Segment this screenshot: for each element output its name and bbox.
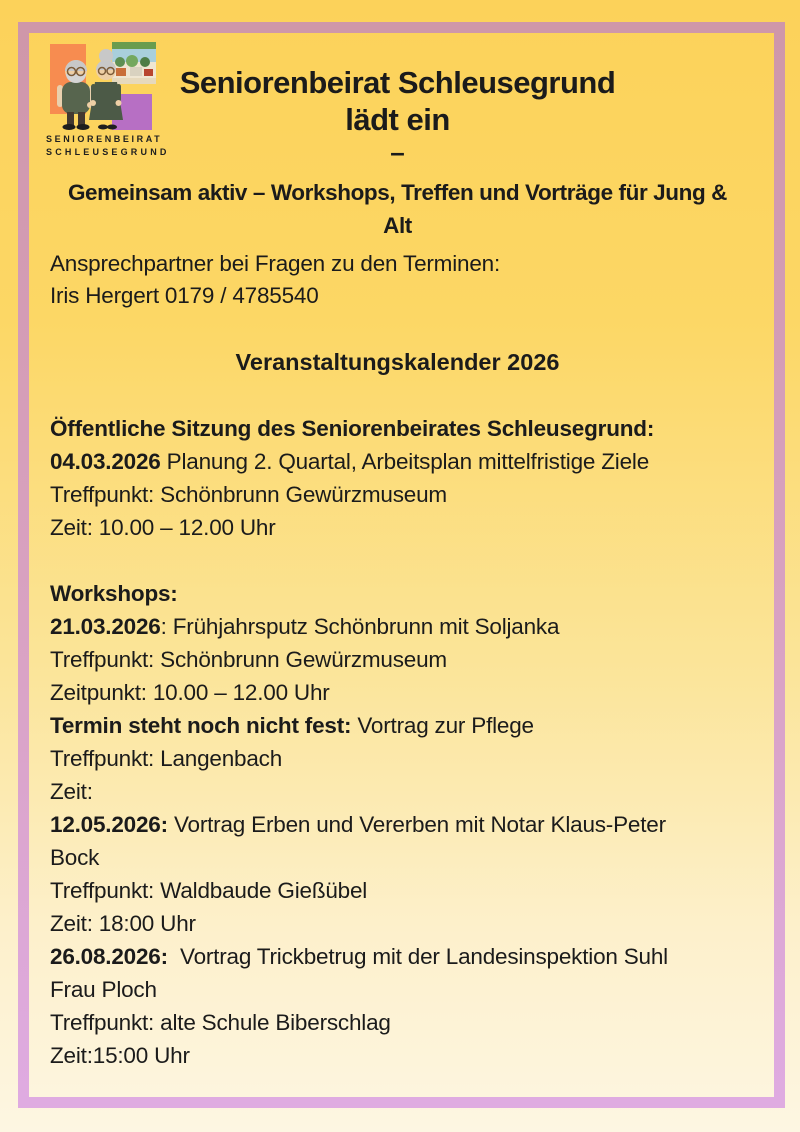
- section-heading: Öffentliche Sitzung des Seniorenbeirates Schleusegrund:: [50, 416, 655, 441]
- event-line: Treffpunkt: Schönbrunn Gewürzmuseum: [50, 647, 447, 672]
- blank-line: [50, 544, 745, 577]
- event-line: Treffpunkt: alte Schule Biberschlag: [50, 1010, 391, 1035]
- event-line: 04.03.2026 Planung 2. Quartal, Arbeitsplan mittelfristige Ziele: [50, 449, 650, 474]
- page-title-line1: Seniorenbeirat Schleusegrund: [179, 65, 616, 100]
- event-line: Treffpunkt: Langenbach: [50, 746, 283, 771]
- event-line: 21.03.2026: Frühjahrsputz Schönbrunn mit Soljanka: [50, 614, 560, 639]
- event-line: Bock: [50, 845, 100, 870]
- section-heading: Workshops:: [50, 581, 178, 606]
- event-line: 12.05.2026: Vortrag Erben und Vererben mit Notar Klaus-Peter: [50, 812, 666, 837]
- event-line: 26.08.2026: Vortrag Trickbetrug mit der Landesinspektion Suhl: [50, 944, 668, 969]
- title-divider-dash: –: [390, 137, 405, 167]
- subtitle-line1: Gemeinsam aktiv – Workshops, Treffen und Vorträge für Jung &: [67, 180, 728, 205]
- calendar-title: Veranstaltungskalender 2026: [235, 349, 560, 375]
- event-line: Termin steht noch nicht fest: Vortrag zur Pflege: [50, 713, 534, 738]
- event-list: [50, 412, 745, 1072]
- contact-value: Iris Hergert 0179 / 4785540: [50, 283, 319, 308]
- event-line: Zeitpunkt: 10.00 – 12.00 Uhr: [50, 680, 330, 705]
- event-line: Treffpunkt: Waldbaude Gießübel: [50, 878, 368, 903]
- contact-label: Ansprechpartner bei Fragen zu den Terminen:: [50, 251, 501, 276]
- event-line: Frau Ploch: [50, 977, 157, 1002]
- contact-info: [50, 248, 745, 312]
- event-line: Zeit: 18:00 Uhr: [50, 911, 196, 936]
- event-line: Zeit:: [50, 779, 93, 804]
- event-line: Zeit: 10.00 – 12.00 Uhr: [50, 515, 276, 540]
- page-title: [50, 64, 745, 138]
- subtitle-line2: Alt: [383, 213, 412, 238]
- subtitle: [50, 176, 745, 242]
- page-title-line2: lädt ein: [345, 102, 450, 137]
- logo-wordmark-line2: SCHLEUSEGRUND: [46, 147, 170, 157]
- event-line: Zeit:15:00 Uhr: [50, 1043, 190, 1068]
- flyer-content: [50, 64, 745, 1072]
- logo-wordmark-line1: SENIORENBEIRAT: [46, 134, 163, 144]
- event-line: Treffpunkt: Schönbrunn Gewürzmuseum: [50, 482, 447, 507]
